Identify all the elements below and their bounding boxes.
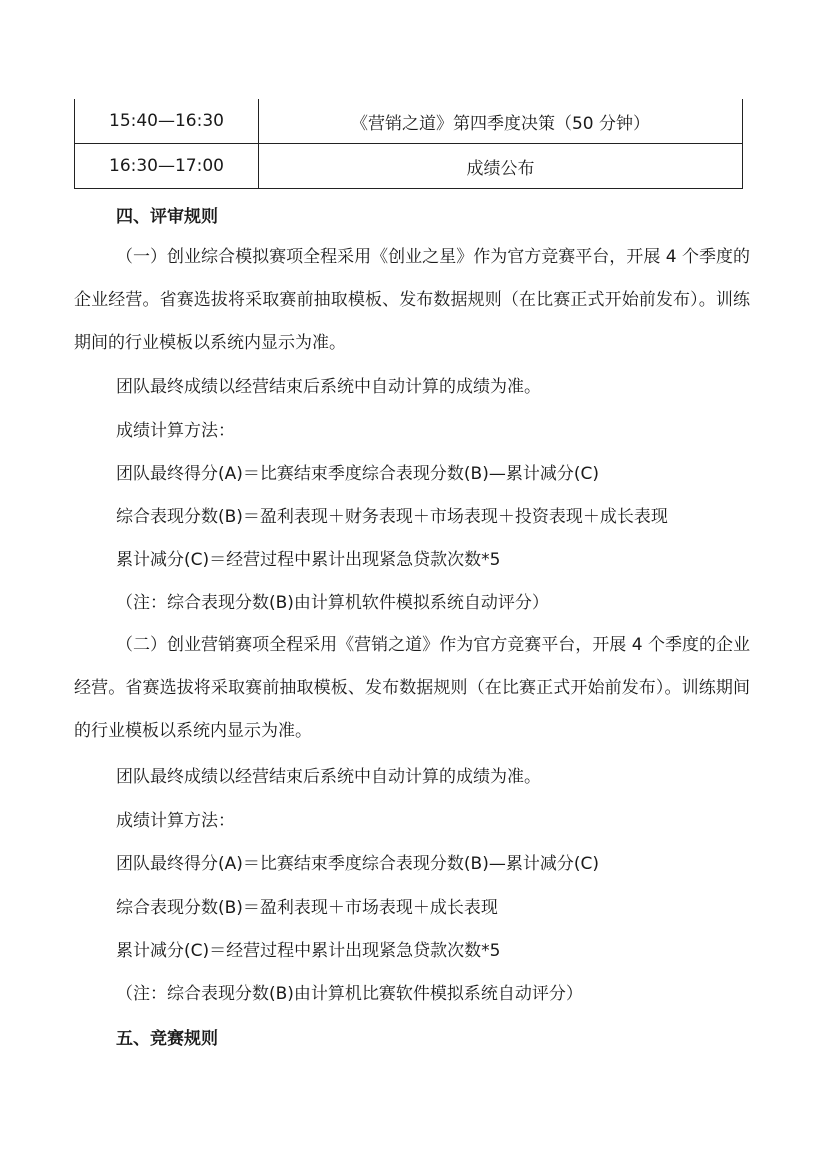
paragraph-part1-intro: （一）创业综合模拟赛项全程采用《创业之星》作为官方竞赛平台，开展 4 个季度的企业经营。省赛选拔将采取赛前抽取模板、发布数据规则（在比赛正式开始前发布）。训练期间的行业模板以系统内显示为准。 [74,247,750,353]
paragraph-part2-method-label: 成绩计算方法： [116,811,235,831]
formula-part2-c: 累计减分(C)＝经营过程中累计出现紧急贷款次数*5 [116,941,501,961]
paragraph-part1-method-label: 成绩计算方法： [116,421,235,441]
section-heading-competition-rules: 五、竞赛规则 [116,1029,218,1049]
item-cell: 成绩公布 [259,144,743,189]
section-heading-review-rules: 四、评审规则 [116,207,218,227]
note-part2: （注：综合表现分数(B)由计算机比赛软件模拟系统自动评分） [116,984,583,1004]
note-part1: （注：综合表现分数(B)由计算机软件模拟系统自动评分） [116,593,549,613]
formula-part1-b: 综合表现分数(B)＝盈利表现＋财务表现＋市场表现＋投资表现＋成长表现 [116,507,668,527]
paragraph-part2-final-score: 团队最终成绩以经营结束后系统中自动计算的成绩为准。 [116,767,541,787]
formula-part1-c: 累计减分(C)＝经营过程中累计出现紧急贷款次数*5 [116,550,501,570]
formula-part2-b: 综合表现分数(B)＝盈利表现＋市场表现＋成长表现 [116,898,498,918]
table-row [75,144,743,189]
item-cell: 《营销之道》第四季度决策（50 分钟） [259,99,743,144]
time-cell: 15:40—16:30 [75,99,259,144]
table-row [75,99,743,144]
formula-part2-a: 团队最终得分(A)＝比赛结束季度综合表现分数(B)—累计减分(C) [116,854,599,874]
time-cell: 16:30—17:00 [75,144,259,189]
formula-part1-a: 团队最终得分(A)＝比赛结束季度综合表现分数(B)—累计减分(C) [116,464,599,484]
paragraph-part2-intro: （二）创业营销赛项全程采用《营销之道》作为官方竞赛平台，开展 4 个季度的企业经营。省赛选拔将采取赛前抽取模板、发布数据规则（在比赛正式开始前发布）。训练期间的行业模板以系统内显示为准。 [74,635,750,741]
paragraph-part1-final-score: 团队最终成绩以经营结束后系统中自动计算的成绩为准。 [116,377,541,397]
schedule-table [74,99,743,189]
